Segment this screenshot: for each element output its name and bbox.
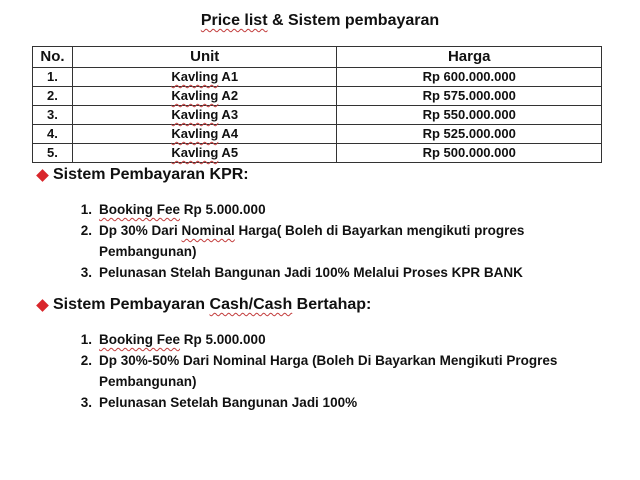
booking-fee-amount: Rp 5.000.000 xyxy=(180,332,266,347)
heading-part: Sistem Pembayaran xyxy=(53,296,210,313)
item-text-part: Nominal xyxy=(181,223,235,238)
table-row xyxy=(33,144,602,163)
row-unit xyxy=(72,125,336,144)
list-item xyxy=(68,392,588,413)
unit-code: A2 xyxy=(218,88,239,103)
unit-word: Kavling xyxy=(171,69,219,84)
unit-word: Kavling xyxy=(171,126,219,141)
unit-code: A1 xyxy=(218,69,239,84)
row-unit xyxy=(72,87,336,106)
header-no: No. xyxy=(33,47,73,68)
unit-word: Kavling xyxy=(171,88,219,103)
unit-word: Kavling xyxy=(171,145,219,160)
item-number: 2. xyxy=(80,223,92,238)
red-diamond-icon xyxy=(36,169,49,182)
booking-fee-label: Booking Fee xyxy=(99,332,181,347)
item-text-part: Dp 30% Dari xyxy=(99,223,182,238)
title-rest: & Sistem pembayaran xyxy=(267,12,440,29)
item-number: 3. xyxy=(80,265,92,280)
table-row xyxy=(33,125,602,144)
unit-word: Kavling xyxy=(171,107,219,122)
list-item xyxy=(68,262,588,283)
list-item xyxy=(68,350,588,392)
heading-part: Cash/Cash xyxy=(209,296,293,313)
item-text xyxy=(99,199,588,220)
kpr-steps-list xyxy=(68,199,588,283)
kpr-section-heading xyxy=(34,166,249,184)
row-unit xyxy=(72,106,336,125)
table-header-row xyxy=(33,47,602,68)
kpr-heading-text: Sistem Pembayaran KPR: xyxy=(53,166,249,183)
item-number: 1. xyxy=(80,202,92,217)
list-item xyxy=(68,220,588,262)
item-text-part: Harga( Boleh di Bayarkan mengikuti progres Pembangunan) xyxy=(99,223,525,259)
row-price: Rp 500.000.000 xyxy=(337,144,602,163)
price-table xyxy=(32,46,602,163)
item-text: Pelunasan Setelah Bangunan Jadi 100% xyxy=(99,395,358,410)
cash-section-heading xyxy=(34,296,371,314)
row-price: Rp 525.000.000 xyxy=(337,125,602,144)
row-unit xyxy=(72,144,336,163)
row-number: 2. xyxy=(33,87,73,106)
row-price: Rp 575.000.000 xyxy=(337,87,602,106)
row-number: 3. xyxy=(33,106,73,125)
table-row xyxy=(33,68,602,87)
row-number: 5. xyxy=(33,144,73,163)
list-item xyxy=(68,199,588,220)
item-number: 2. xyxy=(80,353,92,368)
row-number: 4. xyxy=(33,125,73,144)
row-number: 1. xyxy=(33,68,73,87)
header-harga: Harga xyxy=(337,47,602,68)
page-title xyxy=(0,12,640,30)
item-text: Dp 30%-50% Dari Nominal Harga (Boleh Di Bayarkan Mengikuti Progres Pembangunan) xyxy=(99,353,558,389)
item-text xyxy=(99,220,588,262)
booking-fee-amount: Rp 5.000.000 xyxy=(180,202,266,217)
red-diamond-icon xyxy=(36,299,49,312)
cash-steps-list xyxy=(68,329,588,413)
table-row xyxy=(33,87,602,106)
header-unit: Unit xyxy=(72,47,336,68)
table-row xyxy=(33,106,602,125)
list-item xyxy=(68,329,588,350)
row-unit xyxy=(72,68,336,87)
title-price-list: Price list xyxy=(200,12,268,29)
unit-code: A3 xyxy=(218,107,239,122)
unit-code: A5 xyxy=(218,145,239,160)
row-price: Rp 600.000.000 xyxy=(337,68,602,87)
unit-code: A4 xyxy=(218,126,239,141)
item-number: 1. xyxy=(80,332,92,347)
item-number: 3. xyxy=(80,395,92,410)
heading-part: Bertahap: xyxy=(292,296,372,313)
cash-heading-text xyxy=(53,296,371,314)
item-text: Pelunasan Stelah Bangunan Jadi 100% Melalui Proses KPR BANK xyxy=(99,265,523,280)
booking-fee-label: Booking Fee xyxy=(99,202,181,217)
row-price: Rp 550.000.000 xyxy=(337,106,602,125)
item-text xyxy=(99,329,588,350)
